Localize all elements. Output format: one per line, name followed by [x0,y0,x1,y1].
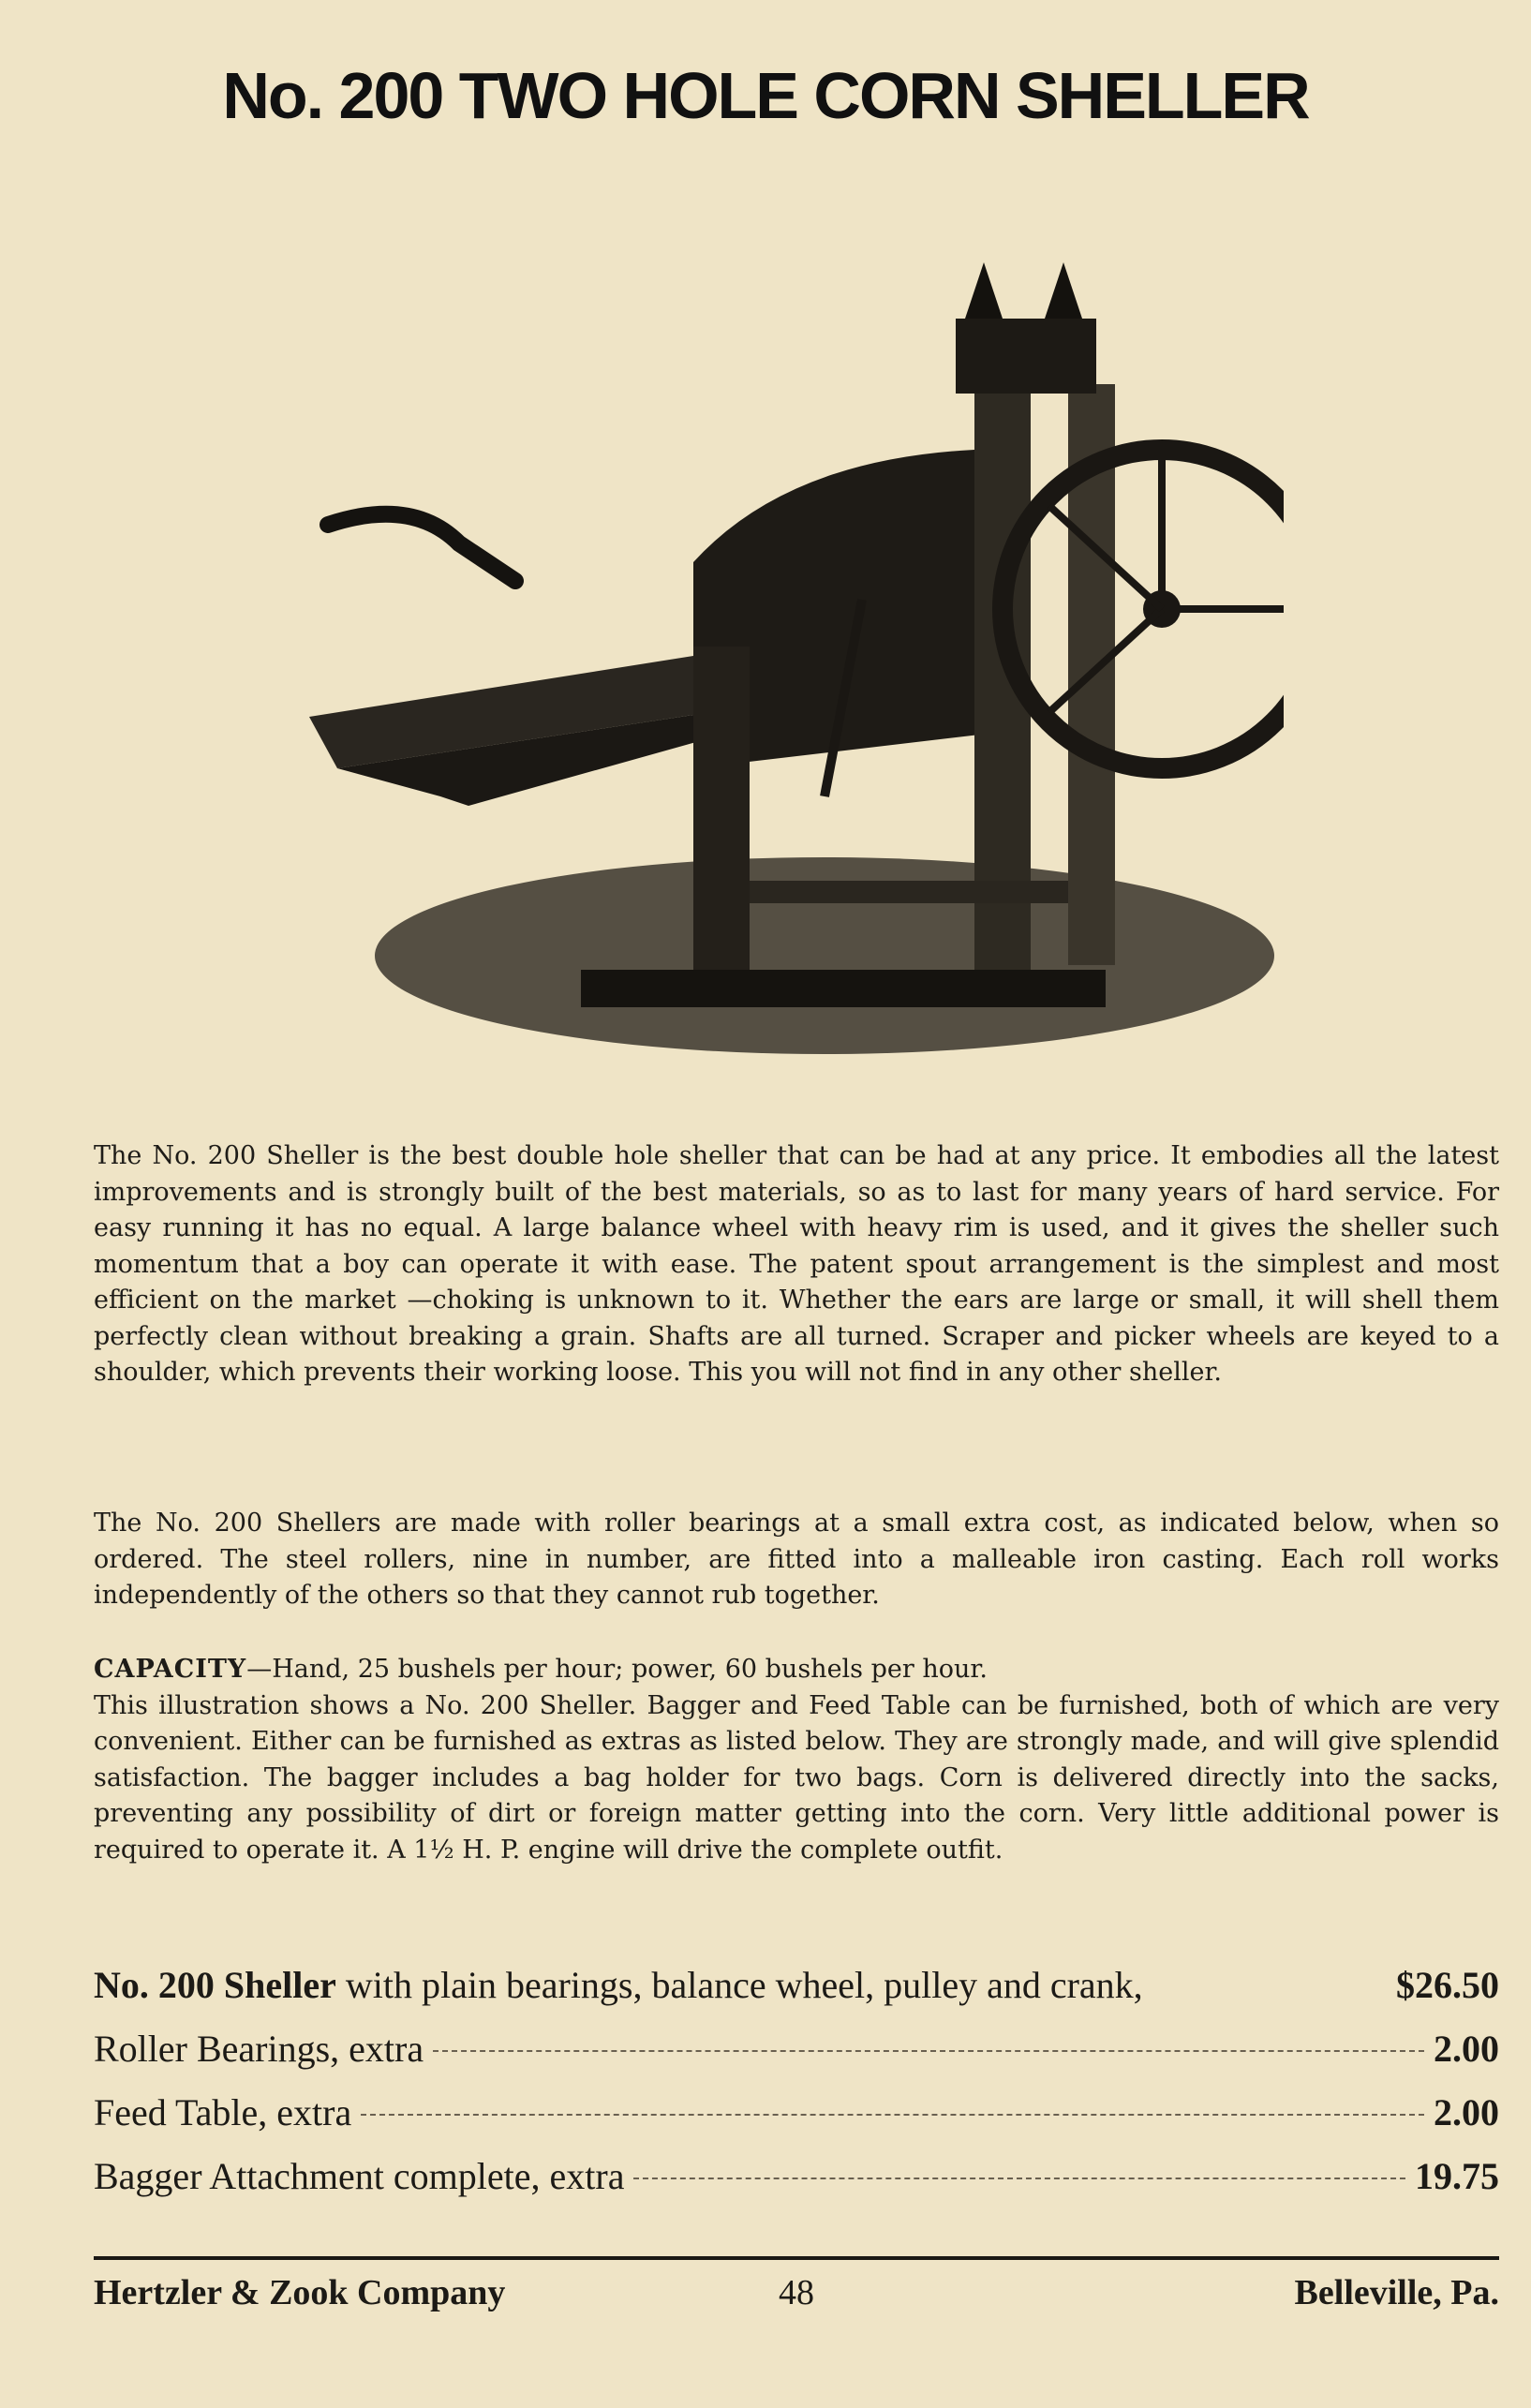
price-label: Feed Table, extra [94,2091,352,2133]
spout-housing [956,319,1096,394]
description-paragraph-2: The No. 200 Shellers are made with roller bearings at a small extra cost, as indicated below, when so ordered. The steel rollers, nine in number, are fitted into a malleable iron casting. Each roll works independently of the others so that they cannot rub together. [94,1509,1499,1610]
price-row-main [94,1963,1499,2027]
price-row [94,2027,1499,2090]
capacity-text: —Hand, 25 bushels per hour; power, 60 bushels per hour. [246,1655,988,1684]
dotted-leader [361,2114,1424,2116]
price-label: Roller Bearings, extra [94,2028,424,2070]
price-label-main-rest: with plain bearings, balance wheel, pulley and crank, [335,1964,1143,2006]
price-amount: 2.00 [1434,2028,1499,2070]
spout-right [1045,262,1082,319]
crank-handle [328,514,515,581]
dotted-leader [433,2050,1424,2052]
footer-rule [94,2256,1499,2260]
price-label-main [94,1963,1143,2007]
crossbar [750,881,1068,903]
front-leg [693,647,750,1003]
price-row [94,2154,1499,2218]
company-location: Belleville, Pa. [1294,2273,1499,2312]
capacity-label: CAPACITY [94,1655,247,1684]
price-label: Bagger Attachment complete, extra [94,2155,625,2197]
corn-sheller-illustration [300,244,1284,1087]
price-list [94,1963,1499,2218]
spout-left [965,262,1003,319]
capacity-paragraph [94,1652,1499,1868]
dotted-leader [633,2178,1405,2179]
price-row [94,2090,1499,2154]
description-paragraph-1: The No. 200 Sheller is the best double hole sheller that can be had at any price. It embodies all the latest improvements and is strongly built of the best materials, so as to last for many years of hard service. For easy running it has no equal. A large balance wheel with heavy rim is used, and it gives the sheller such momentum that a boy can operate it with ease. The patent spout arrangement is the simplest and most efficient on the market —choking is unknown to it. Whether the ears are large or small, it will shell them perfectly clean without breaking a grain. Shafts are all turned. Scraper and picker wheels are keyed to a shoulder, which prevents their working loose. This you will not find in any other sheller. [94,1141,1499,1387]
corn-sheller-drawing [300,244,1284,1087]
capacity-body: This illustration shows a No. 200 Sheller. Bagger and Feed Table can be furnished, both of which are very convenient. Either can be furnished as extras as listed below. They are strongly made, and will give splendid satisfaction. The bagger includes a bag holder for two bags. Corn is delivered directly into the sacks, preventing any possibility of dirt or foreign matter getting into the corn. Very little additional power is required to operate it. A 1½ H. P. engine will drive the complete outfit. [94,1690,1499,1865]
page-number: 48 [779,2273,814,2312]
price-label-main-bold: No. 200 Sheller [94,1964,336,2006]
company-name: Hertzler & Zook Company [94,2273,506,2312]
price-amount-main: $26.50 [1396,1964,1499,2006]
price-amount: 2.00 [1434,2091,1499,2133]
price-amount: 19.75 [1415,2155,1499,2197]
base-skid [581,970,1106,1007]
page-title: No. 200 TWO HOLE CORN SHELLER [222,59,1309,132]
